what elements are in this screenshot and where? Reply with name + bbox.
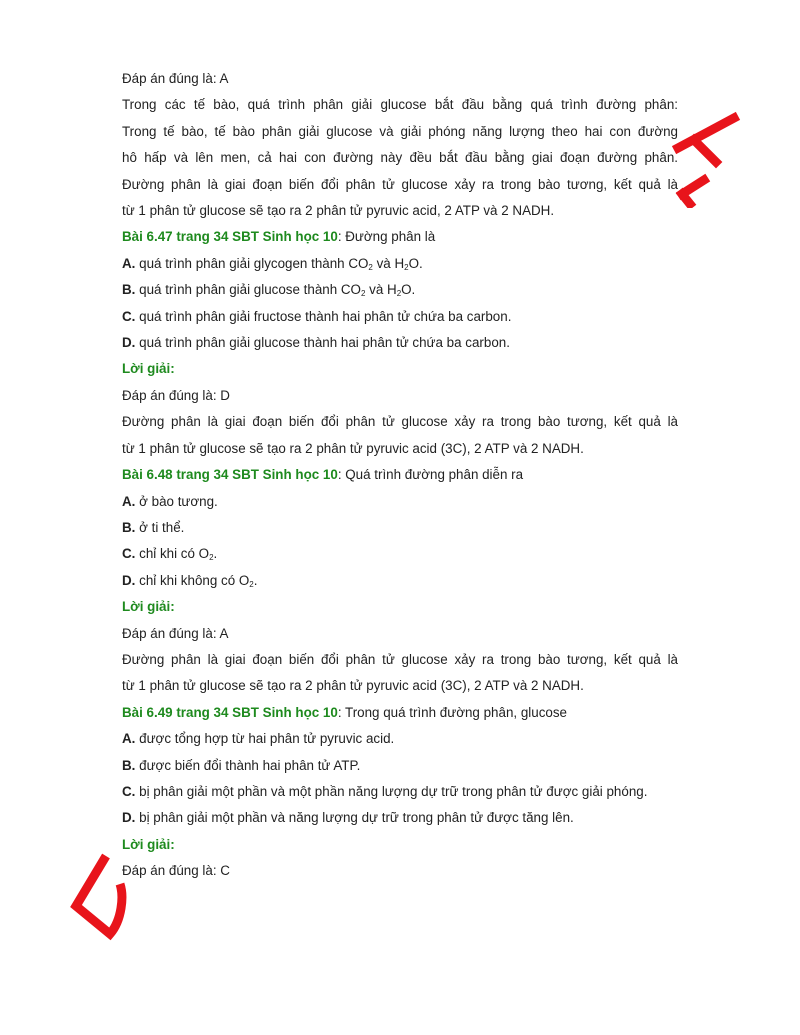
option-d xyxy=(122,805,678,831)
option-letter: D. xyxy=(122,572,136,588)
explanation-line: từ 1 phân tử glucose sẽ tạo ra 2 phân tử pyruvic acid (3C), 2 ATP và 2 NADH. xyxy=(122,440,584,456)
option-text: được biến đổi thành hai phân tử ATP. xyxy=(135,757,361,773)
option-text: . xyxy=(253,572,258,588)
option-text: quá trình phân giải glycogen thành CO xyxy=(135,255,369,271)
option-c xyxy=(122,304,678,330)
solution-heading: Lời giải: xyxy=(122,361,175,377)
option-text: được tổng hợp từ hai phân tử pyruvic acid. xyxy=(135,731,395,747)
option-c xyxy=(122,541,678,567)
explanation-line: Đường phân là giai đoạn biến đổi phân tử glucose xảy ra trong bào tương, kết quả là xyxy=(122,176,678,192)
option-letter: D. xyxy=(122,810,136,826)
document-page xyxy=(122,66,678,885)
option-letter: A. xyxy=(122,493,136,509)
question-6-49 xyxy=(122,700,678,726)
option-text: O. xyxy=(401,282,416,298)
option-letter: D. xyxy=(122,335,136,351)
explanation-line: hô hấp và lên men, cả hai con đường này đều bắt đầu bằng giai đoạn đường phân. xyxy=(122,150,678,166)
explanation-line: Trong tế bào, tế bào phân giải glucose và giải phóng năng lượng theo hai con đường xyxy=(122,123,678,139)
option-letter: B. xyxy=(122,519,136,535)
option-text: chỉ khi không có O xyxy=(135,572,250,588)
option-letter: B. xyxy=(122,757,136,773)
option-a xyxy=(122,726,678,752)
question-6-48 xyxy=(122,462,678,488)
option-text: ở ti thể. xyxy=(135,519,185,535)
option-text: chỉ khi có O xyxy=(135,546,210,562)
explanation-line: Đường phân là giai đoạn biến đổi phân tử glucose xảy ra trong bào tương, kết quả là xyxy=(122,651,678,667)
option-letter: B. xyxy=(122,282,136,298)
answer-line: Đáp án đúng là: A xyxy=(122,625,229,641)
answer-line: Đáp án đúng là: A xyxy=(122,71,229,86)
option-text: quá trình phân giải glucose thành CO xyxy=(135,282,361,298)
solution-heading: Lời giải: xyxy=(122,836,175,852)
subscript: 2 xyxy=(368,262,373,272)
option-d xyxy=(122,568,678,594)
option-text: quá trình phân giải glucose thành hai phân tử chứa ba carbon. xyxy=(135,335,510,351)
question-text: : Quá trình đường phân diễn ra xyxy=(337,467,524,483)
answer-line: Đáp án đúng là: D xyxy=(122,387,230,403)
option-d xyxy=(122,330,678,356)
option-a xyxy=(122,489,678,515)
option-text: quá trình phân giải fructose thành hai phân tử chứa ba carbon. xyxy=(135,308,512,324)
question-6-47 xyxy=(122,224,678,250)
option-text: ở bào tương. xyxy=(135,493,218,509)
answer-line: Đáp án đúng là: C xyxy=(122,863,230,879)
option-c xyxy=(122,779,678,805)
option-b xyxy=(122,277,678,303)
option-text: . xyxy=(213,546,218,562)
subscript: 2 xyxy=(209,553,214,563)
option-a xyxy=(122,251,678,277)
option-b xyxy=(122,753,678,779)
question-title[interactable]: Bài 6.47 trang 34 SBT Sinh học 10 xyxy=(122,229,338,245)
option-letter: C. xyxy=(122,546,136,562)
option-text: và H xyxy=(372,255,405,271)
watermark-top-right xyxy=(668,104,748,208)
explanation-line: Đường phân là giai đoạn biến đổi phân tử glucose xảy ra trong bào tương, kết quả là xyxy=(122,414,678,430)
solution-heading: Lời giải: xyxy=(122,599,175,615)
option-letter: A. xyxy=(122,731,136,747)
option-b xyxy=(122,515,678,541)
option-text: O. xyxy=(408,255,423,271)
subscript: 2 xyxy=(404,262,409,272)
question-title[interactable]: Bài 6.49 trang 34 SBT Sinh học 10 xyxy=(122,704,338,720)
option-text: và H xyxy=(365,282,397,298)
explanation-line: từ 1 phân tử glucose sẽ tạo ra 2 phân tử pyruvic acid, 2 ATP và 2 NADH. xyxy=(122,203,555,219)
question-text: : Đường phân là xyxy=(337,229,436,245)
explanation-line: Trong các tế bào, quá trình phân giải glucose bắt đầu bằng quá trình đường phân: xyxy=(122,97,678,113)
subscript: 2 xyxy=(396,289,402,299)
option-text: bị phân giải một phần và năng lượng dự trữ trong phân tử được tăng lên. xyxy=(135,810,574,826)
watermark-bottom-left xyxy=(66,850,128,946)
option-text: bị phân giải một phần và một phần năng lượng dự trữ trong phân tử được giải phóng. xyxy=(135,783,648,799)
option-letter: A. xyxy=(122,255,136,271)
question-text: : Trong quá trình đường phân, glucose xyxy=(337,704,567,720)
subscript: 2 xyxy=(360,289,366,299)
subscript: 2 xyxy=(249,579,254,589)
option-letter: C. xyxy=(122,308,136,324)
option-letter: C. xyxy=(122,783,136,799)
explanation-line: từ 1 phân tử glucose sẽ tạo ra 2 phân tử pyruvic acid (3C), 2 ATP và 2 NADH. xyxy=(122,678,584,694)
question-title[interactable]: Bài 6.48 trang 34 SBT Sinh học 10 xyxy=(122,467,338,483)
